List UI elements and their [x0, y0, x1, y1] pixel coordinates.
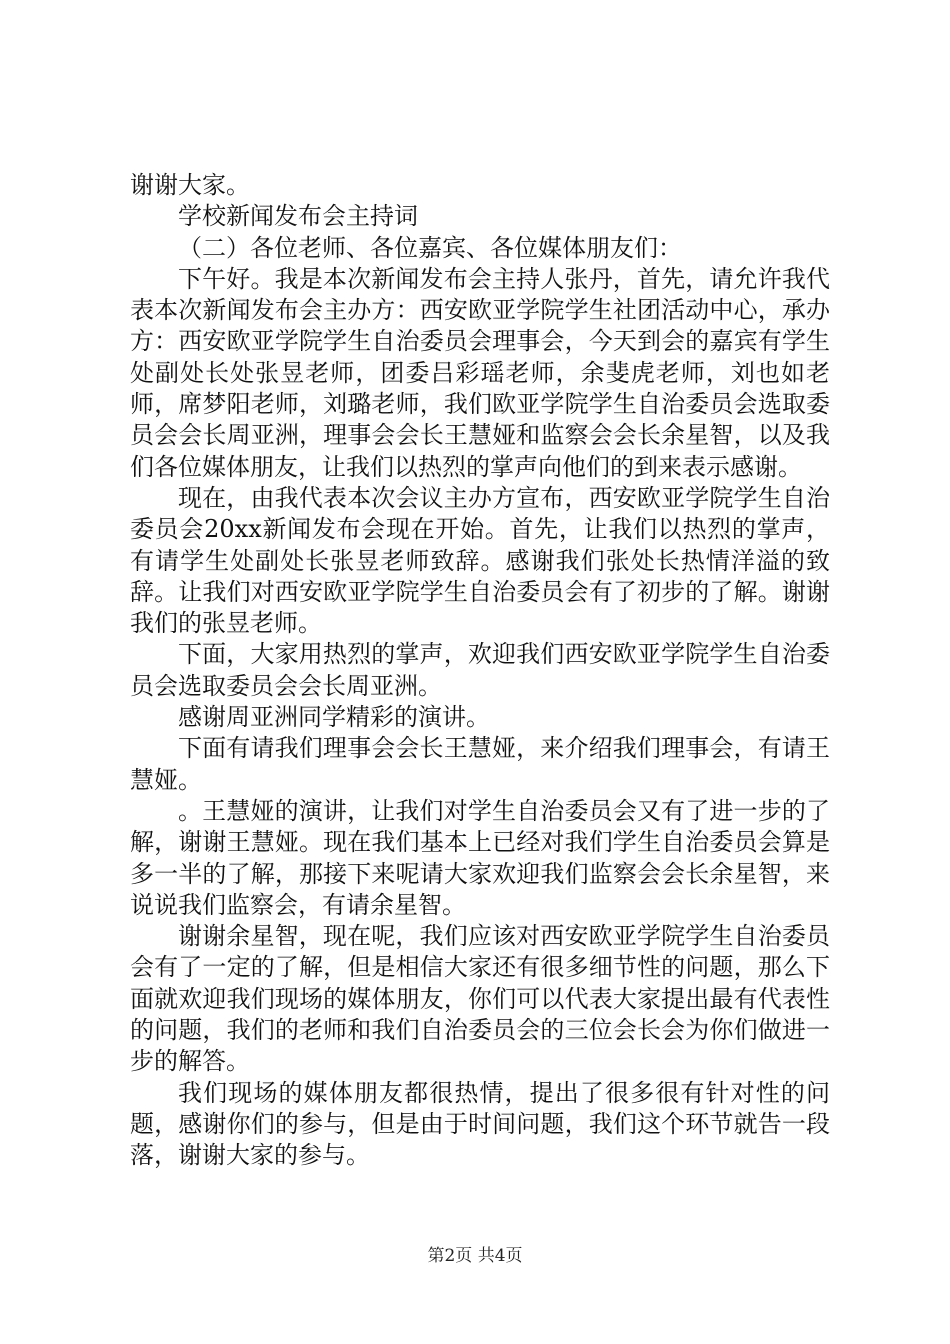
paragraph-invite-wang: 下面有请我们理事会会长王慧娅，来介绍我们理事会，有请王慧娅。: [130, 734, 830, 794]
paragraph-opening-announcement: 现在，由我代表本次会议主办方宣布，西安欧亚学院学生自治委员会20xx新闻发布会现在开始。首先，让我们以热烈的掌声，有请学生处副处长张昱老师致辞。感谢我们张处长热情洋溢的致辞。让我们对西安欧亚学院学生自治委员会有了初步的了解。谢谢我们的张昱老师。: [130, 483, 830, 638]
paragraph-media-questions: 谢谢余星智，现在呢，我们应该对西安欧亚学院学生自治委员会有了一定的了解，但是相信大家还有很多细节性的问题，那么下面就欢迎我们现场的媒体朋友，你们可以代表大家提出最有代表性的问题，我们的老师和我们自治委员会的三位会长会为你们做进一步的解答。: [130, 922, 830, 1076]
paragraph-thanks-zhou: 感谢周亚洲同学精彩的演讲。: [178, 703, 490, 732]
paragraph-welcome-zhou: 下面，大家用热烈的掌声，欢迎我们西安欧亚学院学生自治委员会选取委员会会长周亚洲。: [130, 640, 830, 700]
paragraph-greeting: （二）各位老师、各位嘉宾、各位媒体朋友们：: [178, 233, 682, 262]
paragraph-section-title: 学校新闻发布会主持词: [178, 202, 418, 231]
paragraph-thanks-wang: 。王慧娅的演讲，让我们对学生自治委员会又有了进一步的了解，谢谢王慧娅。现在我们基本上已经对我们学生自治委员会算是多一半的了解，那接下来呢请大家欢迎我们监察会会长余星智，来说说我们监察会，有请余星智。: [130, 796, 830, 919]
paragraph-closing-thanks: 谢谢大家。: [130, 171, 250, 199]
document-body: [130, 170, 830, 1172]
page-number-footer: 第2页 共4页: [427, 1246, 523, 1266]
paragraph-closing-segment: 我们现场的媒体朋友都很热情，提出了很多很有针对性的问题，感谢你们的参与，但是由于时间问题，我们这个环节就告一段落，谢谢大家的参与。: [130, 1078, 830, 1170]
paragraph-host-intro: 下午好。我是本次新闻发布会主持人张丹，首先，请允许我代表本次新闻发布会主办方：西安欧亚学院学生社团活动中心，承办方：西安欧亚学院学生自治委员会理事会，今天到会的嘉宾有学生处副处长处张昱老师，团委吕彩瑶老师，余斐虎老师，刘也如老师，席梦阳老师，刘璐老师，我们欧亚学院学生自治委员会选取委员会会长周亚洲，理事会会长王慧娅和监察会会长余星智，以及我们各位媒体朋友，让我们以热烈的掌声向他们的到来表示感谢。: [130, 264, 830, 481]
